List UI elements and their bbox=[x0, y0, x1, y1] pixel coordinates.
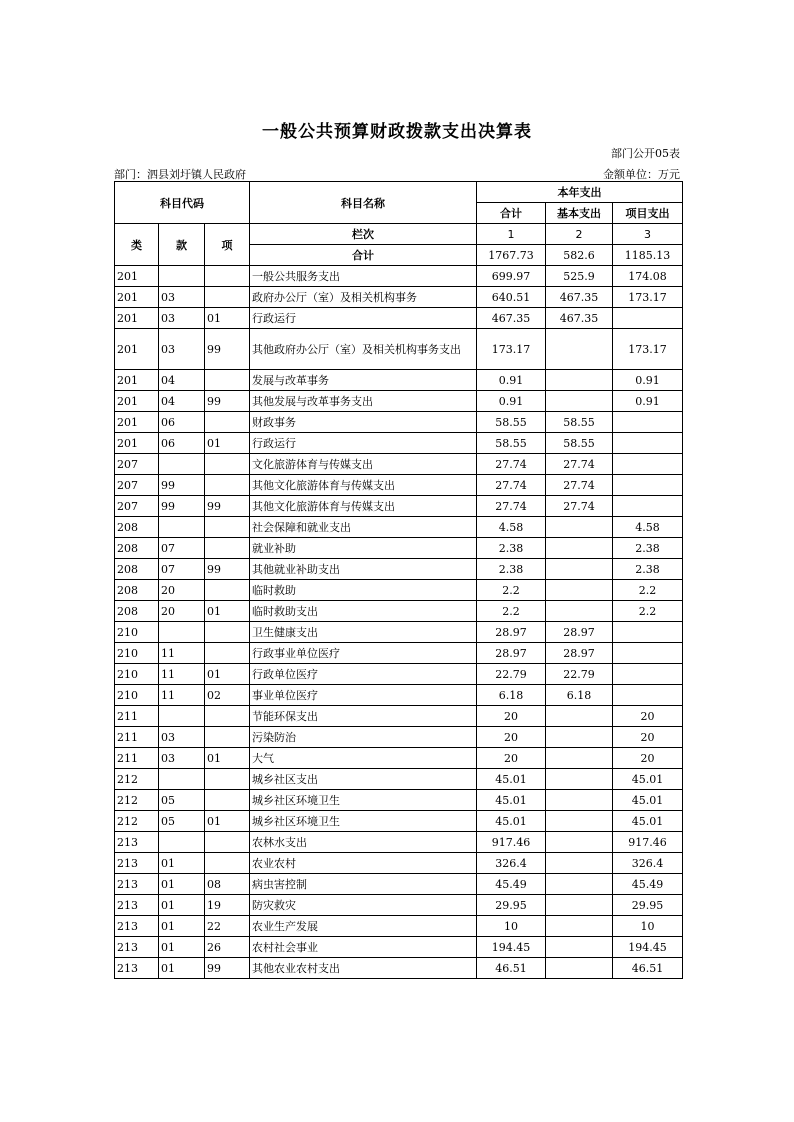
row-total: 27.74 bbox=[477, 496, 546, 517]
row-lei: 201 bbox=[115, 433, 159, 454]
header-lei: 类 bbox=[115, 224, 159, 266]
row-project bbox=[613, 308, 683, 329]
row-xiang bbox=[205, 832, 250, 853]
table-row bbox=[115, 958, 683, 979]
row-project: 20 bbox=[613, 727, 683, 748]
row-basic: 467.35 bbox=[546, 287, 613, 308]
row-basic bbox=[546, 790, 613, 811]
row-basic: 28.97 bbox=[546, 643, 613, 664]
table-row bbox=[115, 769, 683, 790]
row-subject-name: 防灾救灾 bbox=[250, 895, 477, 916]
row-kuan: 01 bbox=[159, 895, 205, 916]
row-kuan: 07 bbox=[159, 538, 205, 559]
row-project bbox=[613, 454, 683, 475]
row-lei: 212 bbox=[115, 811, 159, 832]
header-year-expense: 本年支出 bbox=[477, 182, 683, 203]
row-total: 194.45 bbox=[477, 937, 546, 958]
header-xiang: 项 bbox=[205, 224, 250, 266]
row-xiang: 01 bbox=[205, 748, 250, 769]
table-row bbox=[115, 266, 683, 287]
header-col3: 3 bbox=[613, 224, 683, 245]
table-row bbox=[115, 454, 683, 475]
row-subject-name: 农业生产发展 bbox=[250, 916, 477, 937]
amount-unit-label: 金额单位：万元 bbox=[603, 168, 680, 181]
row-total: 45.01 bbox=[477, 811, 546, 832]
row-total: 27.74 bbox=[477, 454, 546, 475]
row-basic: 58.55 bbox=[546, 412, 613, 433]
row-xiang: 99 bbox=[205, 391, 250, 412]
row-total: 2.38 bbox=[477, 559, 546, 580]
row-subject-name: 卫生健康支出 bbox=[250, 622, 477, 643]
row-project: 46.51 bbox=[613, 958, 683, 979]
row-total: 45.01 bbox=[477, 769, 546, 790]
table-row bbox=[115, 643, 683, 664]
row-subject-name: 城乡社区环境卫生 bbox=[250, 790, 477, 811]
table-row bbox=[115, 685, 683, 706]
row-total: 20 bbox=[477, 748, 546, 769]
row-kuan: 04 bbox=[159, 370, 205, 391]
row-lei: 201 bbox=[115, 266, 159, 287]
row-subject-name: 节能环保支出 bbox=[250, 706, 477, 727]
row-project: 45.01 bbox=[613, 811, 683, 832]
table-row bbox=[115, 559, 683, 580]
row-kuan: 20 bbox=[159, 580, 205, 601]
row-subject-name: 临时救助支出 bbox=[250, 601, 477, 622]
row-basic bbox=[546, 391, 613, 412]
row-xiang: 01 bbox=[205, 664, 250, 685]
row-project bbox=[613, 433, 683, 454]
row-kuan bbox=[159, 706, 205, 727]
row-lei: 212 bbox=[115, 769, 159, 790]
row-project bbox=[613, 622, 683, 643]
row-total: 58.55 bbox=[477, 433, 546, 454]
row-kuan: 07 bbox=[159, 559, 205, 580]
grand-total-project: 1185.13 bbox=[613, 245, 683, 266]
row-basic bbox=[546, 748, 613, 769]
row-basic bbox=[546, 769, 613, 790]
row-project bbox=[613, 664, 683, 685]
row-lei: 213 bbox=[115, 958, 159, 979]
row-lei: 208 bbox=[115, 580, 159, 601]
row-kuan: 03 bbox=[159, 329, 205, 370]
header-col2: 2 bbox=[546, 224, 613, 245]
row-total: 45.01 bbox=[477, 790, 546, 811]
row-subject-name: 农业农村 bbox=[250, 853, 477, 874]
row-total: 0.91 bbox=[477, 391, 546, 412]
row-project: 917.46 bbox=[613, 832, 683, 853]
department-label: 部门：泗县刘圩镇人民政府 bbox=[114, 168, 246, 181]
row-xiang bbox=[205, 412, 250, 433]
table-row bbox=[115, 308, 683, 329]
row-subject-name: 污染防治 bbox=[250, 727, 477, 748]
table-row bbox=[115, 853, 683, 874]
row-xiang: 01 bbox=[205, 601, 250, 622]
row-kuan: 01 bbox=[159, 853, 205, 874]
row-basic bbox=[546, 853, 613, 874]
row-basic: 467.35 bbox=[546, 308, 613, 329]
table-row bbox=[115, 790, 683, 811]
row-total: 0.91 bbox=[477, 370, 546, 391]
row-xiang: 99 bbox=[205, 559, 250, 580]
row-subject-name: 一般公共服务支出 bbox=[250, 266, 477, 287]
row-subject-name: 其他政府办公厅（室）及相关机构事务支出 bbox=[250, 329, 477, 370]
row-xiang bbox=[205, 853, 250, 874]
row-subject-name: 临时救助 bbox=[250, 580, 477, 601]
row-total: 28.97 bbox=[477, 643, 546, 664]
row-total: 22.79 bbox=[477, 664, 546, 685]
row-kuan: 06 bbox=[159, 412, 205, 433]
row-xiang bbox=[205, 580, 250, 601]
row-kuan bbox=[159, 832, 205, 853]
row-xiang: 08 bbox=[205, 874, 250, 895]
row-kuan: 06 bbox=[159, 433, 205, 454]
row-project: 326.4 bbox=[613, 853, 683, 874]
table-row bbox=[115, 895, 683, 916]
row-basic bbox=[546, 958, 613, 979]
table-row bbox=[115, 706, 683, 727]
table-row bbox=[115, 601, 683, 622]
row-lei: 210 bbox=[115, 664, 159, 685]
row-xiang bbox=[205, 727, 250, 748]
row-subject-name: 行政事业单位医疗 bbox=[250, 643, 477, 664]
row-project bbox=[613, 643, 683, 664]
row-kuan bbox=[159, 517, 205, 538]
row-project: 0.91 bbox=[613, 370, 683, 391]
row-subject-name: 病虫害控制 bbox=[250, 874, 477, 895]
row-kuan: 03 bbox=[159, 308, 205, 329]
row-lei: 201 bbox=[115, 391, 159, 412]
row-lei: 207 bbox=[115, 475, 159, 496]
report-title: 一般公共预算财政拨款支出决算表 bbox=[262, 122, 532, 142]
row-kuan: 03 bbox=[159, 287, 205, 308]
row-total: 20 bbox=[477, 706, 546, 727]
row-subject-name: 其他农业农村支出 bbox=[250, 958, 477, 979]
row-subject-name: 农村社会事业 bbox=[250, 937, 477, 958]
row-lei: 213 bbox=[115, 895, 159, 916]
row-xiang: 19 bbox=[205, 895, 250, 916]
row-lei: 210 bbox=[115, 622, 159, 643]
row-subject-name: 其他文化旅游体育与传媒支出 bbox=[250, 496, 477, 517]
row-kuan: 01 bbox=[159, 916, 205, 937]
table-row bbox=[115, 517, 683, 538]
row-subject-name: 行政单位医疗 bbox=[250, 664, 477, 685]
row-kuan: 01 bbox=[159, 958, 205, 979]
row-subject-name: 行政运行 bbox=[250, 308, 477, 329]
row-lei: 213 bbox=[115, 937, 159, 958]
table-row bbox=[115, 748, 683, 769]
row-subject-name: 发展与改革事务 bbox=[250, 370, 477, 391]
row-basic bbox=[546, 559, 613, 580]
row-project: 20 bbox=[613, 748, 683, 769]
row-total: 58.55 bbox=[477, 412, 546, 433]
table-row bbox=[115, 832, 683, 853]
row-total: 45.49 bbox=[477, 874, 546, 895]
row-xiang bbox=[205, 538, 250, 559]
row-xiang: 26 bbox=[205, 937, 250, 958]
row-subject-name: 就业补助 bbox=[250, 538, 477, 559]
row-xiang bbox=[205, 622, 250, 643]
row-total: 29.95 bbox=[477, 895, 546, 916]
row-total: 640.51 bbox=[477, 287, 546, 308]
row-project bbox=[613, 496, 683, 517]
row-xiang: 22 bbox=[205, 916, 250, 937]
row-project: 4.58 bbox=[613, 517, 683, 538]
row-basic bbox=[546, 370, 613, 391]
row-subject-name: 其他发展与改革事务支出 bbox=[250, 391, 477, 412]
row-basic bbox=[546, 601, 613, 622]
row-xiang: 01 bbox=[205, 811, 250, 832]
row-xiang: 01 bbox=[205, 433, 250, 454]
table-row bbox=[115, 287, 683, 308]
row-project: 45.01 bbox=[613, 790, 683, 811]
row-xiang: 99 bbox=[205, 329, 250, 370]
row-total: 27.74 bbox=[477, 475, 546, 496]
header-col1: 1 bbox=[477, 224, 546, 245]
row-project: 45.01 bbox=[613, 769, 683, 790]
row-basic bbox=[546, 937, 613, 958]
row-project: 2.38 bbox=[613, 538, 683, 559]
row-total: 46.51 bbox=[477, 958, 546, 979]
row-lei: 211 bbox=[115, 727, 159, 748]
row-subject-name: 文化旅游体育与传媒支出 bbox=[250, 454, 477, 475]
row-lei: 213 bbox=[115, 916, 159, 937]
header-kuan: 款 bbox=[159, 224, 205, 266]
row-kuan bbox=[159, 769, 205, 790]
row-kuan: 03 bbox=[159, 748, 205, 769]
table-row bbox=[115, 937, 683, 958]
row-lei: 201 bbox=[115, 287, 159, 308]
row-kuan: 99 bbox=[159, 496, 205, 517]
row-kuan: 05 bbox=[159, 811, 205, 832]
row-total: 6.18 bbox=[477, 685, 546, 706]
header-total: 合计 bbox=[477, 203, 546, 224]
row-kuan bbox=[159, 622, 205, 643]
row-basic bbox=[546, 580, 613, 601]
row-subject-name: 社会保障和就业支出 bbox=[250, 517, 477, 538]
row-project: 10 bbox=[613, 916, 683, 937]
row-lei: 207 bbox=[115, 454, 159, 475]
row-project: 2.2 bbox=[613, 580, 683, 601]
row-kuan: 11 bbox=[159, 643, 205, 664]
row-xiang bbox=[205, 287, 250, 308]
row-lei: 213 bbox=[115, 832, 159, 853]
row-lei: 210 bbox=[115, 685, 159, 706]
row-total: 2.38 bbox=[477, 538, 546, 559]
table-row bbox=[115, 580, 683, 601]
row-kuan: 04 bbox=[159, 391, 205, 412]
row-total: 699.97 bbox=[477, 266, 546, 287]
form-number: 部门公开05表 bbox=[611, 147, 680, 160]
row-project: 174.08 bbox=[613, 266, 683, 287]
grand-total-basic: 582.6 bbox=[546, 245, 613, 266]
row-xiang bbox=[205, 643, 250, 664]
row-kuan: 11 bbox=[159, 664, 205, 685]
row-lei: 211 bbox=[115, 706, 159, 727]
row-lei: 208 bbox=[115, 559, 159, 580]
row-basic: 27.74 bbox=[546, 496, 613, 517]
row-xiang bbox=[205, 454, 250, 475]
table-row bbox=[115, 727, 683, 748]
row-lei: 201 bbox=[115, 308, 159, 329]
row-kuan: 01 bbox=[159, 874, 205, 895]
header-basic: 基本支出 bbox=[546, 203, 613, 224]
row-xiang: 99 bbox=[205, 958, 250, 979]
row-subject-name: 事业单位医疗 bbox=[250, 685, 477, 706]
row-subject-name: 城乡社区环境卫生 bbox=[250, 811, 477, 832]
table-row bbox=[115, 496, 683, 517]
row-basic: 58.55 bbox=[546, 433, 613, 454]
row-project: 2.38 bbox=[613, 559, 683, 580]
row-kuan bbox=[159, 266, 205, 287]
table-row bbox=[115, 874, 683, 895]
row-kuan: 03 bbox=[159, 727, 205, 748]
row-project: 194.45 bbox=[613, 937, 683, 958]
row-project: 0.91 bbox=[613, 391, 683, 412]
header-column-no: 栏次 bbox=[250, 224, 477, 245]
row-basic bbox=[546, 916, 613, 937]
row-xiang: 01 bbox=[205, 308, 250, 329]
row-xiang bbox=[205, 769, 250, 790]
row-xiang bbox=[205, 706, 250, 727]
table-row bbox=[115, 664, 683, 685]
row-basic bbox=[546, 727, 613, 748]
row-basic: 525.9 bbox=[546, 266, 613, 287]
row-basic bbox=[546, 706, 613, 727]
row-basic: 27.74 bbox=[546, 475, 613, 496]
row-xiang bbox=[205, 790, 250, 811]
row-total: 173.17 bbox=[477, 329, 546, 370]
table-row bbox=[115, 329, 683, 370]
row-subject-name: 其他文化旅游体育与传媒支出 bbox=[250, 475, 477, 496]
row-basic: 28.97 bbox=[546, 622, 613, 643]
row-xiang bbox=[205, 266, 250, 287]
row-lei: 207 bbox=[115, 496, 159, 517]
row-lei: 210 bbox=[115, 643, 159, 664]
row-total: 2.2 bbox=[477, 601, 546, 622]
row-project: 173.17 bbox=[613, 287, 683, 308]
table-row bbox=[115, 538, 683, 559]
row-basic: 6.18 bbox=[546, 685, 613, 706]
row-lei: 213 bbox=[115, 853, 159, 874]
row-xiang: 99 bbox=[205, 496, 250, 517]
row-project bbox=[613, 685, 683, 706]
table-row bbox=[115, 433, 683, 454]
row-lei: 201 bbox=[115, 370, 159, 391]
expenditure-table bbox=[114, 181, 683, 979]
grand-total-label: 合计 bbox=[250, 245, 477, 266]
row-subject-name: 大气 bbox=[250, 748, 477, 769]
row-total: 2.2 bbox=[477, 580, 546, 601]
header-subject-code: 科目代码 bbox=[115, 182, 250, 224]
row-total: 917.46 bbox=[477, 832, 546, 853]
row-project: 45.49 bbox=[613, 874, 683, 895]
row-project bbox=[613, 412, 683, 433]
row-xiang bbox=[205, 475, 250, 496]
row-total: 4.58 bbox=[477, 517, 546, 538]
row-lei: 208 bbox=[115, 517, 159, 538]
row-basic: 22.79 bbox=[546, 664, 613, 685]
row-subject-name: 城乡社区支出 bbox=[250, 769, 477, 790]
header-project: 项目支出 bbox=[613, 203, 683, 224]
table-row bbox=[115, 412, 683, 433]
row-kuan: 11 bbox=[159, 685, 205, 706]
row-subject-name: 政府办公厅（室）及相关机构事务 bbox=[250, 287, 477, 308]
row-basic bbox=[546, 811, 613, 832]
row-lei: 208 bbox=[115, 538, 159, 559]
row-kuan: 99 bbox=[159, 475, 205, 496]
row-basic bbox=[546, 538, 613, 559]
row-subject-name: 其他就业补助支出 bbox=[250, 559, 477, 580]
row-basic bbox=[546, 517, 613, 538]
row-project: 20 bbox=[613, 706, 683, 727]
row-basic: 27.74 bbox=[546, 454, 613, 475]
table-row bbox=[115, 916, 683, 937]
row-subject-name: 行政运行 bbox=[250, 433, 477, 454]
row-project: 2.2 bbox=[613, 601, 683, 622]
row-total: 467.35 bbox=[477, 308, 546, 329]
row-total: 20 bbox=[477, 727, 546, 748]
row-kuan: 01 bbox=[159, 937, 205, 958]
table-row bbox=[115, 475, 683, 496]
row-xiang: 02 bbox=[205, 685, 250, 706]
row-lei: 208 bbox=[115, 601, 159, 622]
table-row bbox=[115, 370, 683, 391]
row-xiang bbox=[205, 517, 250, 538]
row-basic bbox=[546, 874, 613, 895]
row-total: 10 bbox=[477, 916, 546, 937]
row-total: 28.97 bbox=[477, 622, 546, 643]
row-project bbox=[613, 475, 683, 496]
row-lei: 201 bbox=[115, 329, 159, 370]
row-lei: 212 bbox=[115, 790, 159, 811]
row-subject-name: 财政事务 bbox=[250, 412, 477, 433]
row-basic bbox=[546, 832, 613, 853]
row-project: 29.95 bbox=[613, 895, 683, 916]
row-lei: 213 bbox=[115, 874, 159, 895]
table-row bbox=[115, 811, 683, 832]
table-row bbox=[115, 391, 683, 412]
row-subject-name: 农林水支出 bbox=[250, 832, 477, 853]
row-kuan: 05 bbox=[159, 790, 205, 811]
row-basic bbox=[546, 895, 613, 916]
header-subject-name: 科目名称 bbox=[250, 182, 477, 224]
row-project: 173.17 bbox=[613, 329, 683, 370]
row-xiang bbox=[205, 370, 250, 391]
row-lei: 211 bbox=[115, 748, 159, 769]
row-lei: 201 bbox=[115, 412, 159, 433]
table-row bbox=[115, 622, 683, 643]
row-total: 326.4 bbox=[477, 853, 546, 874]
row-kuan: 20 bbox=[159, 601, 205, 622]
row-kuan bbox=[159, 454, 205, 475]
grand-total-total: 1767.73 bbox=[477, 245, 546, 266]
row-basic bbox=[546, 329, 613, 370]
